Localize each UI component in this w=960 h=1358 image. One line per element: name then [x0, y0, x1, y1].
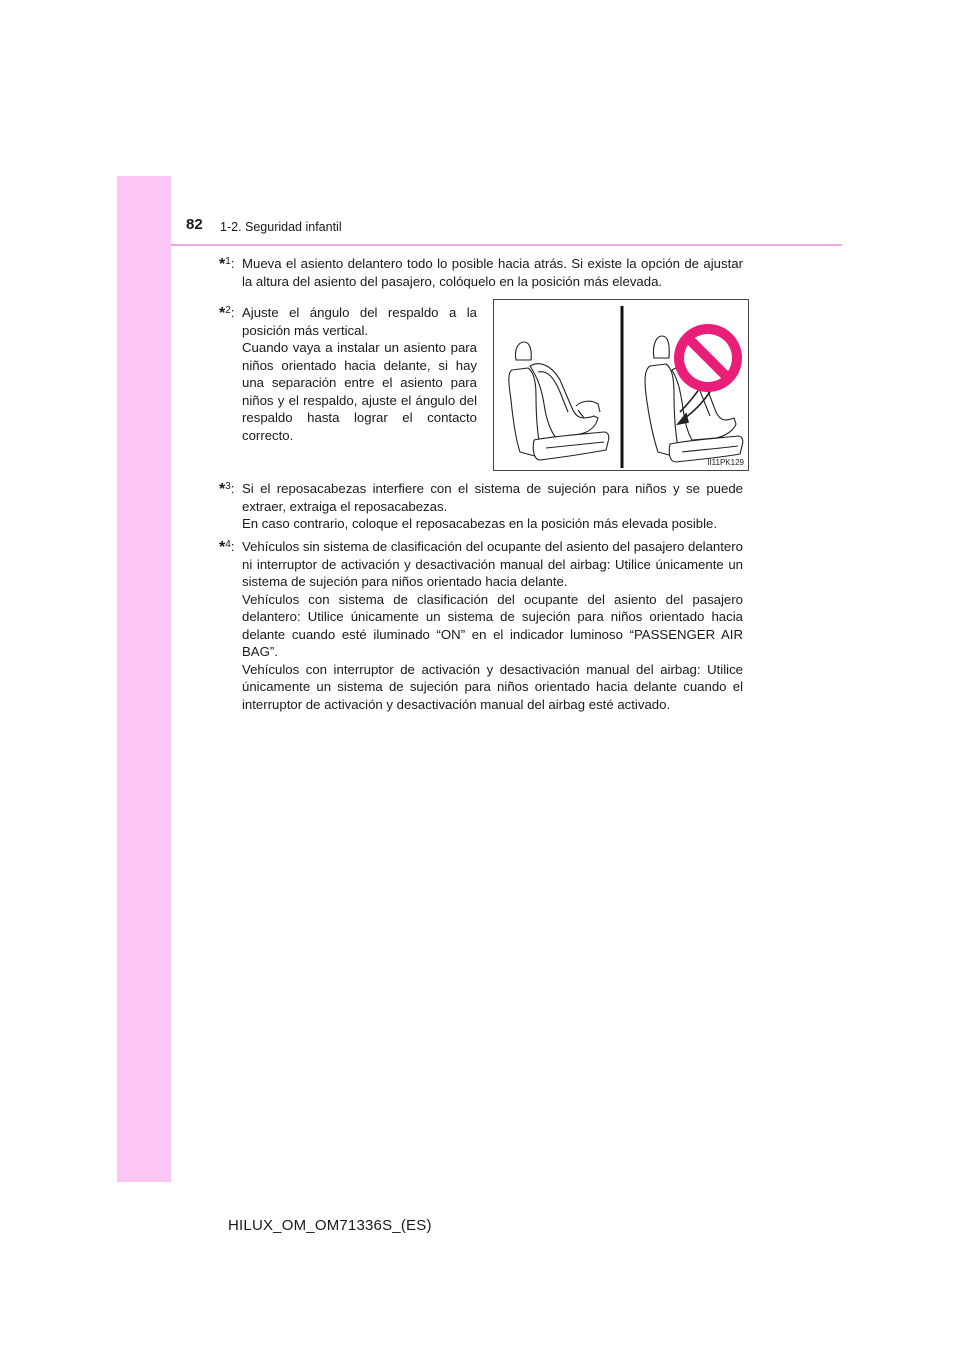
footnote-text: En caso contrario, coloque el reposacabezas en la posición más elevada posible.	[242, 516, 718, 531]
footnote-text: Mueva el asiento delantero todo lo posible hacia atrás. Si existe la opción de ajustar la altura del asiento del pasajero, colóquelo en la posición más elevada.	[242, 256, 743, 289]
footnote-text: Vehículos con sistema de clasificación del ocupante del asiento del pasajero delantero: Utilice únicamente un sistema de sujeción para niños orientado hacia delante cuando esté iluminado “ON” en el indicador luminoso “PASSENGER AIR BAG”.	[242, 591, 743, 659]
footnote-marker: *$^1$:	[219, 256, 235, 273]
footnote-marker: *$^4$:	[219, 539, 235, 556]
footnote-2	[219, 304, 477, 444]
footnote-text: Ajuste el ángulo del respaldo a la posición más vertical.	[242, 305, 477, 338]
seat-adjustment-figure	[493, 299, 749, 471]
footnote-text: Cuando vaya a instalar un asiento para niños orientado hacia delante, si hay una separación entre el asiento para niños y el respaldo, ajuste el ángulo del respaldo hasta lograr el contacto correcto.	[242, 340, 477, 443]
seat-with-child-seat-correct-icon	[509, 342, 609, 460]
footnote-marker: *$^3$:	[219, 481, 235, 498]
footnote-3	[219, 480, 743, 533]
chapter-sidebar-tab	[117, 176, 171, 1182]
header-divider	[171, 244, 842, 246]
footnote-1	[219, 255, 743, 290]
figure-code: II11PK129	[707, 458, 744, 467]
seat-illustration	[494, 300, 750, 472]
section-title: 1-2. Seguridad infantil	[220, 220, 342, 234]
footnote-text: Vehículos con interruptor de activación y desactivación manual del airbag: Utilice únicamente un sistema de sujeción para niños orientado hacia delante cuando el interruptor de activación y desactivación manual del airbag esté activado.	[242, 661, 743, 712]
page-number: 82	[186, 216, 203, 233]
footnote-text: Vehículos sin sistema de clasificación del ocupante del asiento del pasajero delantero ni interruptor de activación y desactivación manual del airbag: Utilice únicamente un sistema de sujeción para niños orientado hacia delante.	[242, 539, 743, 589]
footnote-text: Si el reposacabezas interfiere con el sistema de sujeción para niños y se puede extraer, extraiga el reposacabezas.	[242, 481, 743, 514]
document-code-footer: HILUX_OM_OM71336S_(ES)	[228, 1217, 432, 1234]
footnote-marker: *$^2$:	[219, 305, 235, 322]
prohibition-sign-icon	[674, 324, 742, 392]
footnote-4	[219, 538, 743, 713]
